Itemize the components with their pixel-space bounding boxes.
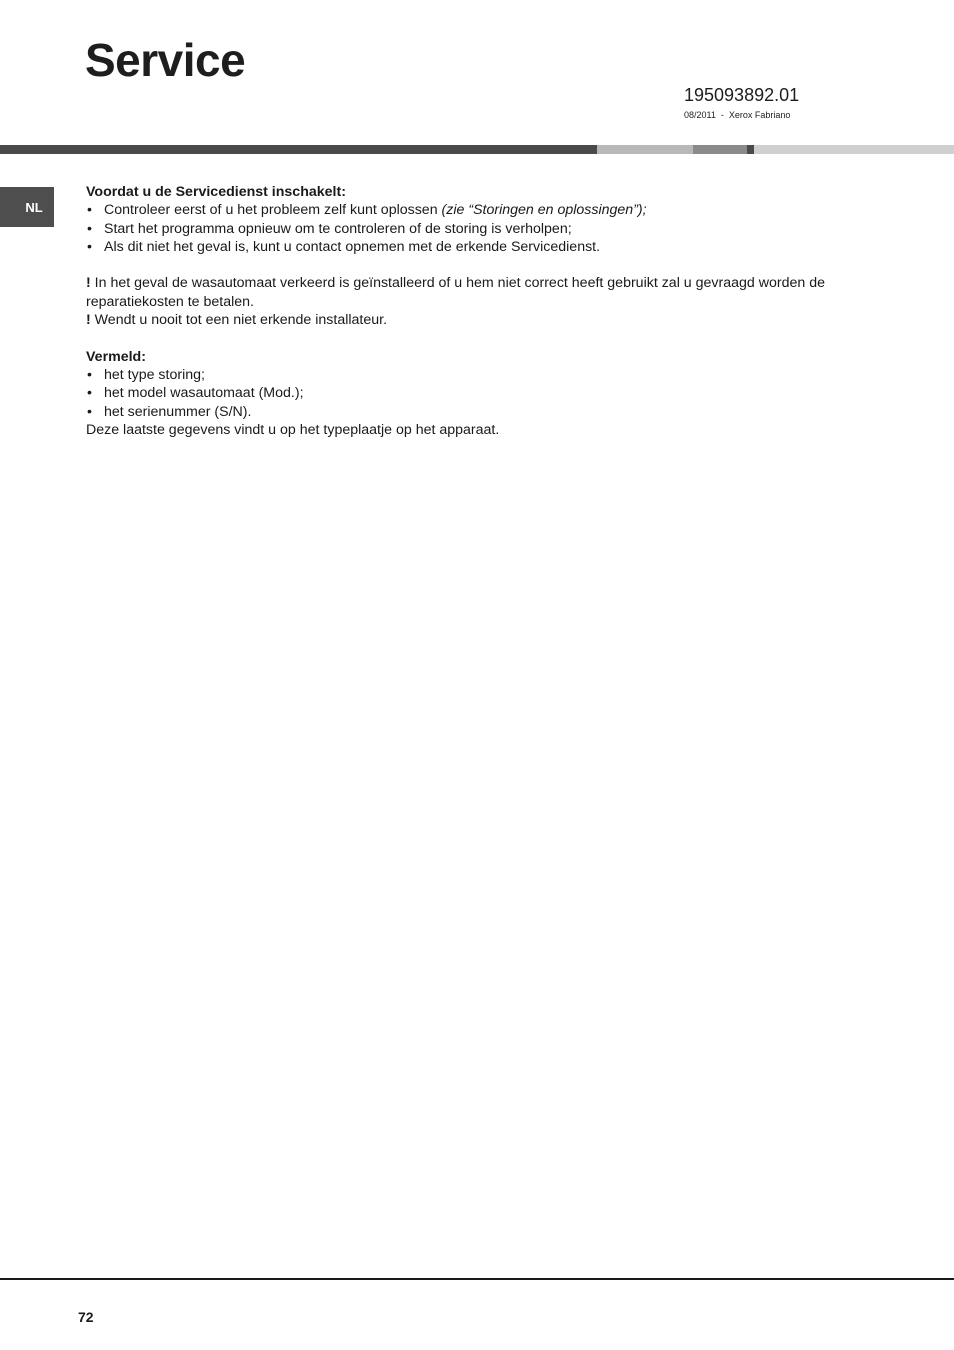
bullet-glyph: • [87, 220, 92, 237]
list-item-text: het model wasautomaat (Mod.); [104, 385, 304, 402]
list-item-text: Start het programma opnieuw om te controleren of de storing is verholpen; [104, 220, 572, 237]
list-item-text: het serienummer (S/N). [104, 403, 252, 420]
rating-plate-note: Deze laatste gegevens vindt u op het typeplaatje op het apparaat. [86, 421, 500, 438]
list-item [86, 366, 876, 384]
language-tab: NL [0, 187, 54, 227]
section-heading-mention: Vermeld: [86, 348, 146, 365]
list-item [86, 220, 876, 238]
warning-text: Wendt u nooit tot een niet erkende installateur. [90, 312, 388, 329]
bullet-glyph: • [87, 385, 92, 402]
page-title: Service [85, 34, 246, 86]
spacer [86, 329, 876, 347]
bullet-glyph: • [87, 403, 92, 420]
document-code: 195093892.01 [684, 85, 800, 105]
bullet-glyph: • [87, 366, 92, 383]
list-item-text: het type storing; [104, 366, 205, 383]
warning-mark: ! [86, 275, 91, 292]
spacer [86, 256, 876, 274]
document-date-printer: 08/2011 - Xerox Fabriano [684, 110, 791, 120]
list-item-reference: (zie “Storingen en oplossingen”); [441, 202, 647, 219]
list-item [86, 403, 876, 421]
warning-installer [86, 311, 876, 329]
bullet-glyph: • [87, 238, 92, 255]
header-bar-accent [747, 145, 754, 154]
list-item-text: Als dit niet het geval is, kunt u contact opnemen met de erkende Servicedienst. [104, 238, 601, 255]
list-item [86, 384, 876, 402]
section-heading-before-calling: Voordat u de Servicedienst inschakelt: [86, 184, 346, 200]
header-bar-mid [693, 145, 747, 154]
service-content [86, 183, 876, 439]
before-calling-list [86, 201, 876, 256]
bullet-glyph: • [87, 202, 92, 219]
warning-text: In het geval de wasautomaat verkeerd is geïnstalleerd of u hem niet correct heeft gebruikt zal u gevraagd worden de reparatiekosten te betalen. [86, 275, 825, 310]
header-bar-pale [754, 145, 954, 154]
warning-mark: ! [86, 312, 91, 329]
list-item [86, 238, 876, 256]
page-number: 72 [78, 1309, 94, 1325]
footer-rule [0, 1278, 954, 1280]
mention-list [86, 366, 876, 421]
list-item [86, 201, 876, 219]
header-bar-light [597, 145, 693, 154]
list-item-text: Controleer eerst of u het probleem zelf kunt oplossen [104, 202, 442, 219]
warning-installation [86, 274, 876, 311]
header-bar-dark [0, 145, 597, 154]
